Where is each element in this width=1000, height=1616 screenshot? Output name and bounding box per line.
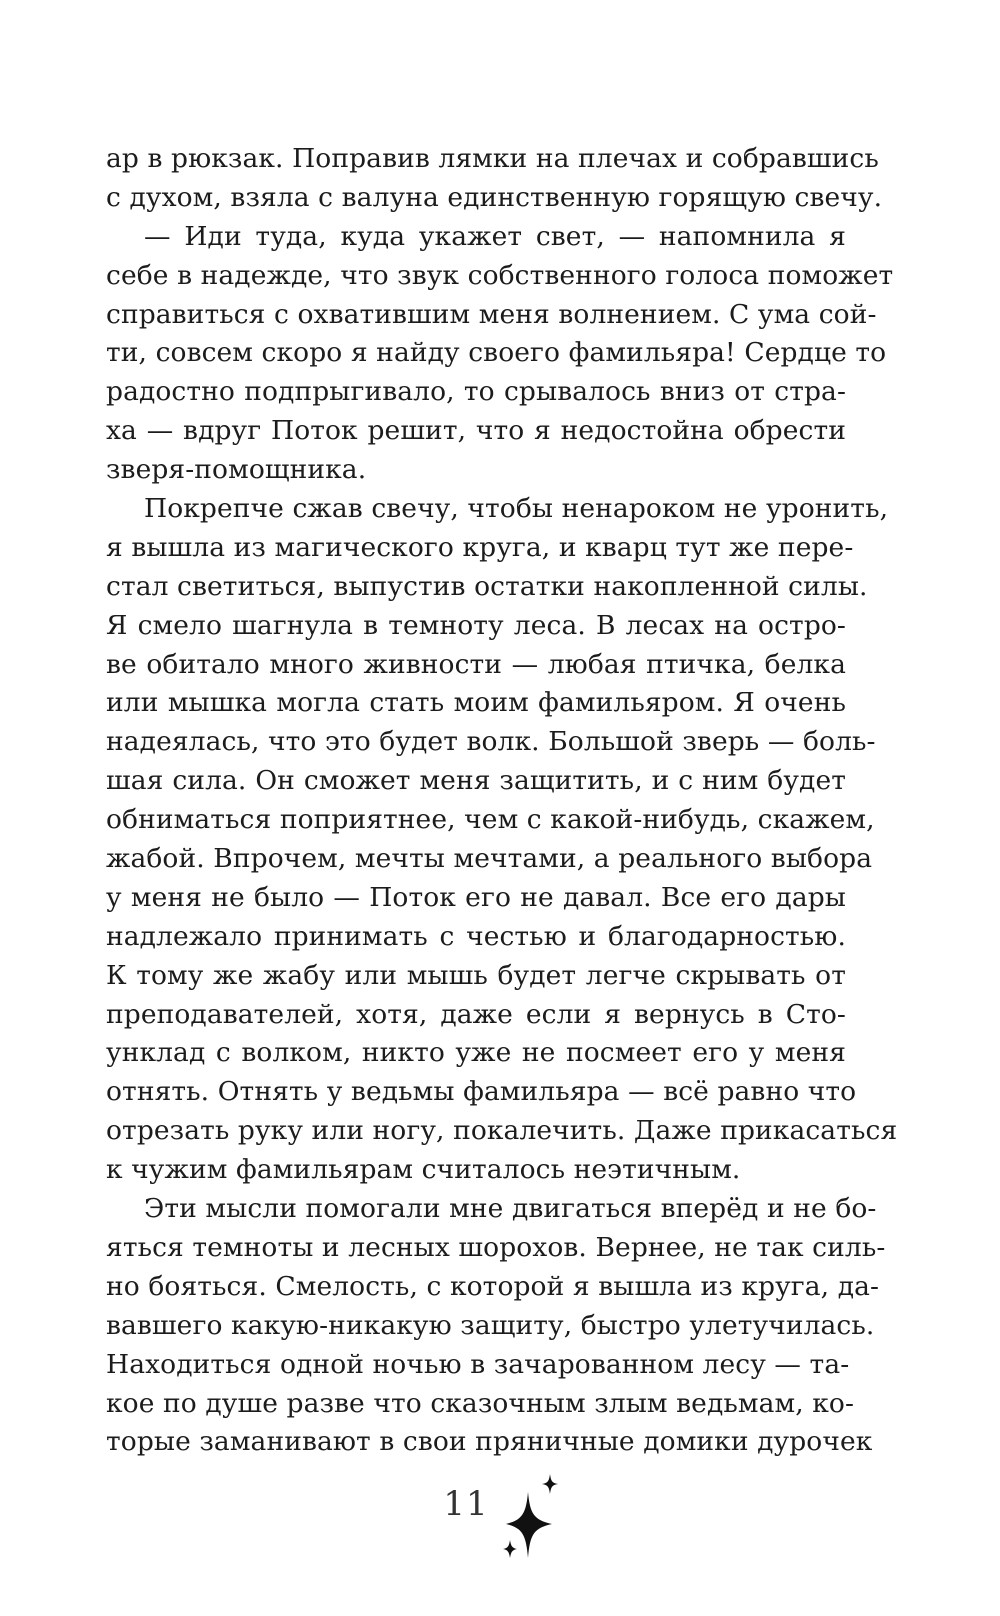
text-line: справиться с охватившим меня волнением. С ума сой- [106,298,877,330]
text-line: себе в надежде, что звук собственного голоса поможет [106,259,894,291]
text-line: надеялась, что это будет волк. Большой зверь — боль- [106,726,876,758]
text-line: вавшего какую-никакую защиту, быстро улетучилась. [106,1309,875,1341]
text-line: ти, совсем скоро я найду своего фамильяра! Сердце то [106,337,887,369]
text-line: Покрепче сжав свечу, чтобы ненароком не уронить, [144,493,889,525]
text-line: кое по душе разве что сказочным злым ведьмам, ко- [106,1387,855,1419]
text-line: ве обитало много живности — любая птичка, белка [106,648,846,680]
text-line: надлежало принимать с честью и благодарностью. [106,920,846,952]
text-line: радостно подпрыгивало, то срывалось вниз от стра- [106,376,846,408]
text-line: преподавателей, хотя, даже если я вернусь в Сто- [106,998,846,1030]
text-line: Эти мысли помогали мне двигаться вперёд и не бо- [144,1193,877,1225]
text-line: шая сила. Он сможет меня защитить, и с ним будет [106,765,846,797]
text-line: я вышла из магического круга, и кварц тут же пере- [106,531,854,563]
text-line: яться темноты и лесных шорохов. Вернее, не так силь- [106,1231,886,1263]
text-line: ха — вдруг Поток решит, что я недостойна обрести [106,415,846,447]
text-line: Находиться одной ночью в зачарованном лесу — та- [106,1348,850,1380]
page-footer [0,1470,1000,1580]
text-line: ар в рюкзак. Поправив лямки на плечах и собравшись [106,143,879,174]
text-line: торые заманивают в свои пряничные домики дурочек [106,1426,873,1458]
page-number: 11 [443,1484,489,1524]
body-text [106,140,898,1462]
text-line: или мышка могла стать моим фамильяром. Я очень [106,687,846,719]
text-line: отрезать руку или ногу, покалечить. Даже прикасаться [106,1115,898,1147]
sparkle-stars-icon [500,1470,580,1570]
text-line: — Иди туда, куда укажет свет, — напомнила я [144,220,846,252]
text-line: зверя-помощника. [106,454,367,486]
text-line: обниматься поприятнее, чем с какой-нибудь, скажем, [106,804,875,836]
text-line: стал светиться, выпустив остатки накопленной силы. [106,570,868,602]
text-line: унклад с волком, никто уже не посмеет его у меня [106,1037,846,1069]
text-line: жабой. Впрочем, мечты мечтами, а реального выбора [106,843,873,875]
text-line: Я смело шагнула в темноту леса. В лесах на остро- [106,609,846,641]
text-line: К тому же жабу или мышь будет легче скрывать от [106,959,846,991]
text-line: отнять. Отнять у ведьмы фамильяра — всё равно что [106,1076,857,1108]
text-line: с духом, взяла с валуна единственную горящую свечу. [106,181,883,213]
text-line: к чужим фамильярам считалось неэтичным. [106,1154,741,1186]
text-line: у меня не было — Поток его не давал. Все его дары [106,881,846,913]
text-line: но бояться. Смелость, с которой я вышла из круга, да- [106,1270,880,1302]
